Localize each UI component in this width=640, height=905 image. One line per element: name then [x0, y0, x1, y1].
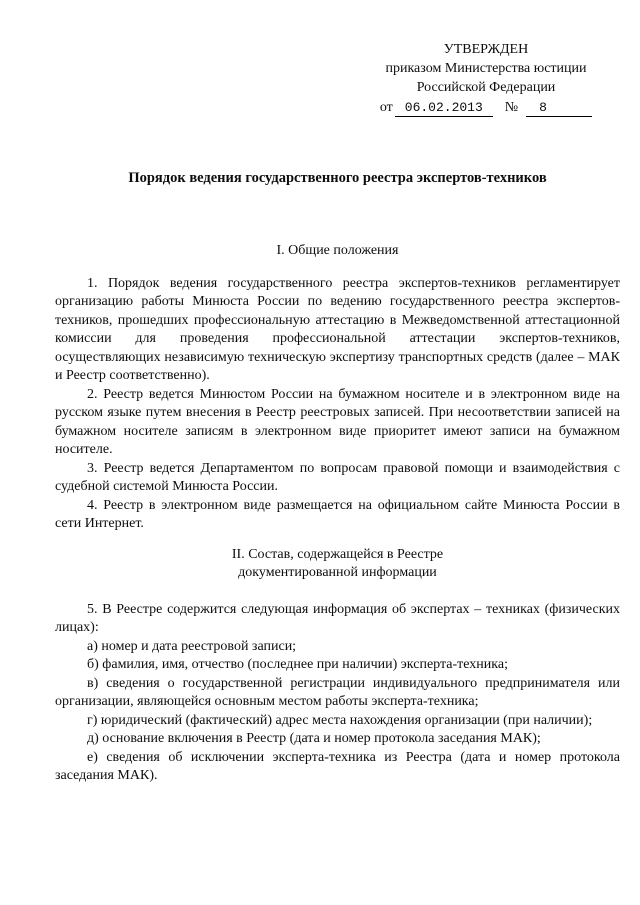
paragraph-1: 1. Порядок ведения государственного реестра экспертов-техников регламентирует организацию работы Минюста России по ведению государственного реестра экспертов-техников, прошедших профессиональную аттестацию в Межведомственной аттестационной комиссии для проведения профессиональной аттестации экспертов-техников, осуществляющих независимую техническую экспертизу транспортных средств (далее – МАК и Реестр соответственно).: [55, 275, 620, 383]
approval-number-value: 8: [526, 100, 592, 117]
approval-block: [370, 40, 602, 117]
section-2-body: [55, 601, 620, 786]
section-2-heading: [55, 546, 620, 583]
approval-line-federation: Российской Федерации: [416, 80, 556, 95]
approval-date-prefix: от: [379, 100, 393, 115]
paragraph-4: 4. Реестр в электронном виде размещается на официальном сайте Минюста России в сети Интернет.: [55, 497, 620, 531]
approval-line-order: приказом Министерства юстиции: [385, 61, 587, 76]
approval-line-approved: УТВЕРЖДЕН: [443, 42, 529, 57]
approval-date-value: 06.02.2013: [395, 100, 493, 117]
paragraph-5: 5. В Реестре содержится следующая информация об экспертах – техниках (физических лицах):: [55, 601, 620, 635]
document-title: Порядок ведения государственного реестра экспертов-техников: [128, 170, 547, 186]
paragraph-5-item-d: д) основание включения в Реестр (дата и номер протокола заседания МАК);: [87, 731, 541, 746]
approval-date-line: [370, 98, 602, 117]
paragraph-2: 2. Реестр ведется Минюстом России на бумажном носителе и в электронном виде на русском языке путем внесения в Реестр реестровых записей. При несоответствии записей на бумажном носителе записям в электронном виде приоритет имеют записи на бумажном носителе.: [55, 386, 620, 457]
approval-number-sign: №: [504, 100, 519, 115]
paragraph-5-item-b: б) фамилия, имя, отчество (последнее при наличии) эксперта-техника;: [87, 657, 508, 672]
section-2-heading-line-2: документированной информации: [238, 565, 437, 580]
paragraph-5-item-e: е) сведения об исключении эксперта-техника из Реестра (дата и номер протокола заседания МАК).: [55, 749, 620, 783]
section-1-heading: I. Общие положения: [276, 243, 399, 258]
paragraph-5-item-v: в) сведения о государственной регистрации индивидуального предпринимателя или организации, являющейся основным местом работы эксперта-техника;: [55, 675, 620, 709]
section-2-heading-line-1: II. Состав, содержащейся в Реестре: [231, 546, 444, 562]
paragraph-5-item-g: г) юридический (фактический) адрес места нахождения организации (при наличии);: [87, 712, 593, 728]
paragraph-3: 3. Реестр ведется Департаментом по вопросам правовой помощи и взаимодействия с судебной системой Минюста России.: [55, 460, 620, 494]
section-1-body: [55, 275, 620, 534]
paragraph-5-item-a: а) номер и дата реестровой записи;: [87, 638, 297, 654]
